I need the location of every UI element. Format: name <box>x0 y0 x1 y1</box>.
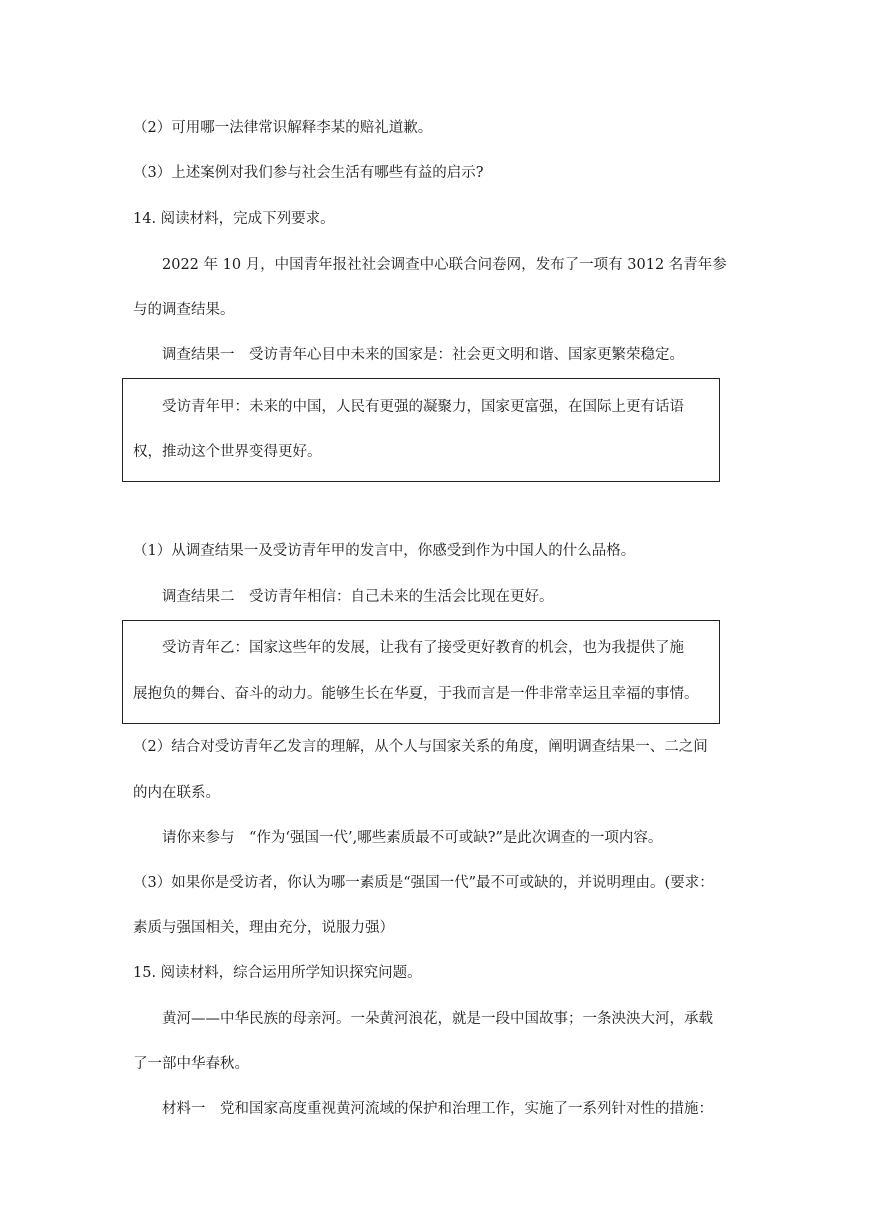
youth-b-quote-box <box>122 620 720 724</box>
youth-a-quote-line-2: 权，推动这个世界变得更好。 <box>133 444 322 460</box>
question-14-sub-2-line-2: 的内在联系。 <box>133 785 220 801</box>
question-14-sub-1: （1）从调查结果一及受访青年甲的发言中，你感受到作为中国人的什么品格。 <box>133 543 636 559</box>
question-15-intro-line-2: 了一部中华春秋。 <box>133 1056 249 1072</box>
question-15-intro-line-1: 黄河——中华民族的母亲河。一朵黄河浪花，就是一段中国故事；一条泱泱大河，承载 <box>162 1011 713 1027</box>
survey-result-1: 调查结果一 受访青年心目中未来的国家是：社会更文明和谐、国家更繁荣稳定。 <box>162 347 684 363</box>
question-14-intro-line-1: 2022 年 10 月，中国青年报社社会调查中心联合问卷网，发布了一项有 3012 名青年参 <box>162 257 727 273</box>
question-14-sub-2-line-1: （2）结合对受访青年乙发言的理解，从个人与国家关系的角度，阐明调查结果一、二之间 <box>133 739 708 755</box>
question-14-intro-line-2: 与的调查结果。 <box>133 302 235 318</box>
participate-prompt: 请你来参与 “作为‘强国一代’,哪些素质最不可或缺?”是此次调查的一项内容。 <box>162 830 663 846</box>
youth-b-quote-line-1: 受访青年乙：国家这些年的发展，让我有了接受更好教育的机会，也为我提供了施 <box>162 640 684 656</box>
youth-a-quote-line-1: 受访青年甲：未来的中国，人民有更强的凝聚力，国家更富强，在国际上更有话语 <box>162 399 684 415</box>
question-13-part-2: （2）可用哪一法律常识解释李某的赔礼道歉。 <box>133 120 433 136</box>
youth-a-quote-box <box>122 378 720 482</box>
youth-b-quote-line-2: 展抱负的舞台、奋斗的动力。能够生长在华夏，于我而言是一件非常幸运且幸福的事情。 <box>133 686 699 702</box>
question-13-part-3: （3）上述案例对我们参与社会生活有哪些有益的启示? <box>133 165 484 181</box>
material-1: 材料一 党和国家高度重视黄河流域的保护和治理工作，实施了一系列针对性的措施： <box>162 1101 713 1117</box>
survey-result-2: 调查结果二 受访青年相信：自己未来的生活会比现在更好。 <box>162 589 554 605</box>
question-14-title: 14. 阅读材料，完成下列要求。 <box>133 211 335 227</box>
question-14-sub-3-line-2: 素质与强国相关，理由充分，说服力强） <box>133 920 394 936</box>
question-14-sub-3-line-1: （3）如果你是受访者，你认为哪一素质是“强国一代”最不可或缺的，并说明理由。(要求： <box>133 875 714 891</box>
question-15-title: 15. 阅读材料，综合运用所学知识探究问题。 <box>133 965 422 981</box>
